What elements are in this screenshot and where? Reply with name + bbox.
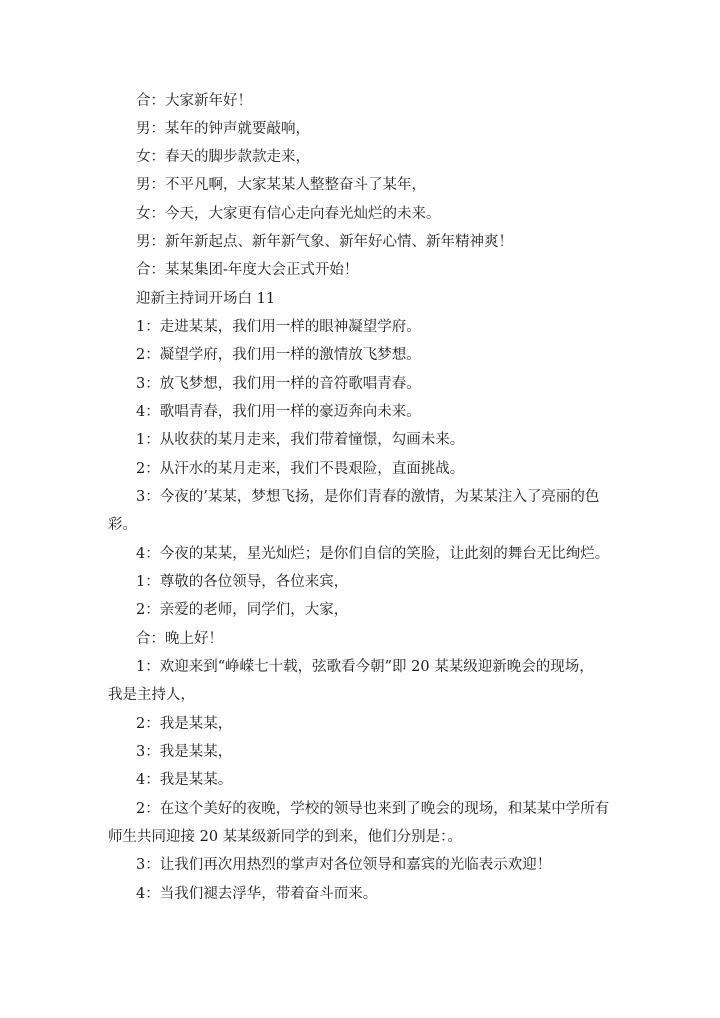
text-line: 3：放飞梦想，我们用一样的音符歌唱青春。: [136, 376, 421, 392]
text-line: 1：走进某某，我们用一样的眼神凝望学府。: [136, 319, 421, 335]
text-line: 4：我是某某。: [136, 772, 233, 788]
text-line: 女：春天的脚步款款走来，: [136, 149, 310, 165]
text-line: 男：某年的钟声就要敲响，: [136, 121, 310, 137]
text-line: 3：今夜的’某某，梦想飞扬，是你们青春的激情，为某某注入了亮丽的色: [136, 489, 600, 505]
text-line: 4：今夜的某某，星光灿烂；是你们自信的笑脸，让此刻的舞台无比绚烂。: [136, 546, 610, 562]
text-line: 3：让我们再次用热烈的掌声对各位领导和嘉宾的光临表示欢迎！: [136, 857, 552, 873]
text-line: 3：我是某某，: [136, 744, 233, 760]
text-line: 2：我是某某，: [136, 716, 233, 732]
text-line: 男：不平凡啊，大家某某人整整奋斗了某年，: [136, 177, 426, 193]
text-line: 2：从汗水的某月走来，我们不畏艰险，直面挑战。: [136, 461, 465, 477]
text-line: 1：欢迎来到“峥嵘七十载，弦歌看今朝”即 20 某某级迎新晚会的现场，: [136, 659, 594, 675]
text-line: 我是主持人，: [108, 687, 195, 703]
text-line: 1：尊敬的各位领导，各位来宾，: [136, 574, 349, 590]
text-line: 合：晚上好！: [136, 631, 223, 647]
text-line: 2：亲爱的老师，同学们，大家，: [136, 602, 349, 618]
text-line: 4：歌唱青春，我们用一样的豪迈奔向未来。: [136, 404, 421, 420]
text-line: 2：在这个美好的夜晚，学校的领导也来到了晚会的现场，和某某中学所有: [136, 801, 610, 817]
section-heading: 迎新主持词开场白 11: [136, 291, 276, 307]
text-line: 合：大家新年好！: [136, 93, 252, 109]
text-line: 男：新年新起点、新年新气象、新年好心情、新年精神爽！: [136, 234, 513, 250]
text-line: 女：今天，大家更有信心走向春光灿烂的未来。: [136, 206, 441, 222]
text-line: 合：某某集团-年度大会正式开始！: [136, 262, 359, 278]
text-line: 师生共同迎接 20 某某级新同学的到来，他们分别是：。: [108, 829, 462, 845]
text-line: 2：凝望学府，我们用一样的激情放飞梦想。: [136, 347, 421, 363]
text-line: 彩。: [108, 517, 137, 533]
text-line: 4：当我们褪去浮华，带着奋斗而来。: [136, 886, 378, 902]
text-line: 1：从收获的某月走来，我们带着憧憬，勾画未来。: [136, 432, 465, 448]
